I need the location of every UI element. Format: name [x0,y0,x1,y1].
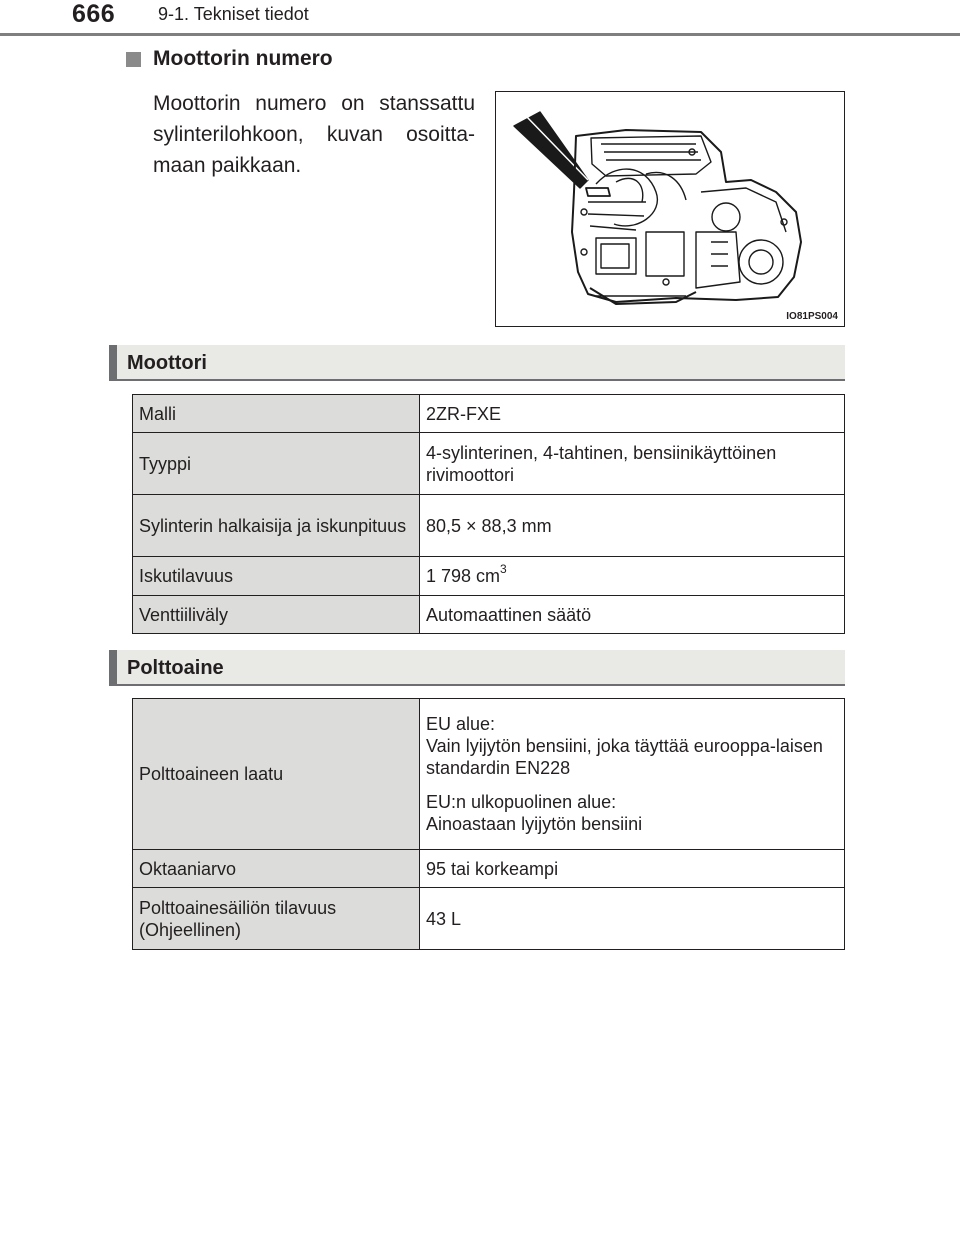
table-row [133,433,845,495]
engine-illustration [496,92,845,327]
table-value: 2ZR-FXE [420,395,845,433]
table-row [133,495,845,557]
engine-figure [495,91,845,327]
table-value: 80,5 × 88,3 mm [420,495,845,557]
table-value: 4-sylinterinen, 4-tahtinen, bensiinikäyttöinen rivimoottori [420,433,845,495]
running-head: 9-1. Tekniset tiedot [158,4,309,24]
table-row [133,557,845,596]
table-label: Oktaaniarvo [133,850,420,888]
table-value: 43 L [420,888,845,950]
fuel-quality-non-eu-title: EU:n ulkopuolinen alue: [426,792,617,812]
table-row [133,395,845,433]
fuel-quality-non-eu-text: Ainoastaan lyijytön bensiini [426,814,643,834]
table-label: Polttoainesäiliön tilavuus (Ohjeellinen) [133,888,420,950]
section-bar-fuel [109,650,845,686]
section-bar-engine [109,345,845,381]
table-value: Automaattinen säätö [420,596,845,634]
displacement-unit-sup: 3 [500,562,507,576]
fuel-quality-eu-text: Vain lyijytön bensiini, joka täyttää eurooppa-laisen standardin EN228 [426,736,823,778]
table-value: 95 tai korkeampi [420,850,845,888]
table-label: Tyyppi [133,433,420,495]
displacement-value: 1 798 cm [426,566,501,586]
engine-number-heading [126,47,333,71]
table-row [133,888,845,950]
table-row [133,699,845,850]
engine-number-text: Moottorin numero on stanssattu sylinterilohkoon, kuvan osoitta-maan paikkaan. [153,92,475,177]
square-bullet-icon [126,52,141,67]
table-row [133,850,845,888]
fuel-quality-non-eu [426,791,836,835]
engine-number-heading-text: Moottorin numero [153,47,333,70]
page-number: 666 [72,0,116,28]
table-row [133,596,845,634]
fuel-quality-eu [426,713,836,779]
section-title-fuel: Polttoaine [127,657,224,679]
pointer-arrow-icon [514,112,588,188]
header-rule [0,33,960,36]
fuel-quality-eu-title: EU alue: [426,714,496,734]
section-title-engine: Moottori [127,352,207,374]
table-label: Malli [133,395,420,433]
table-value [420,557,845,596]
fuel-spec-table [132,698,845,950]
table-value [420,699,845,850]
table-label: Iskutilavuus [133,557,420,596]
figure-code: IO81PS004 [786,311,838,322]
table-label: Venttiiliväly [133,596,420,634]
engine-spec-table [132,394,845,634]
table-label: Polttoaineen laatu [133,699,420,850]
table-label: Sylinterin halkaisija ja iskunpituus [133,495,420,557]
